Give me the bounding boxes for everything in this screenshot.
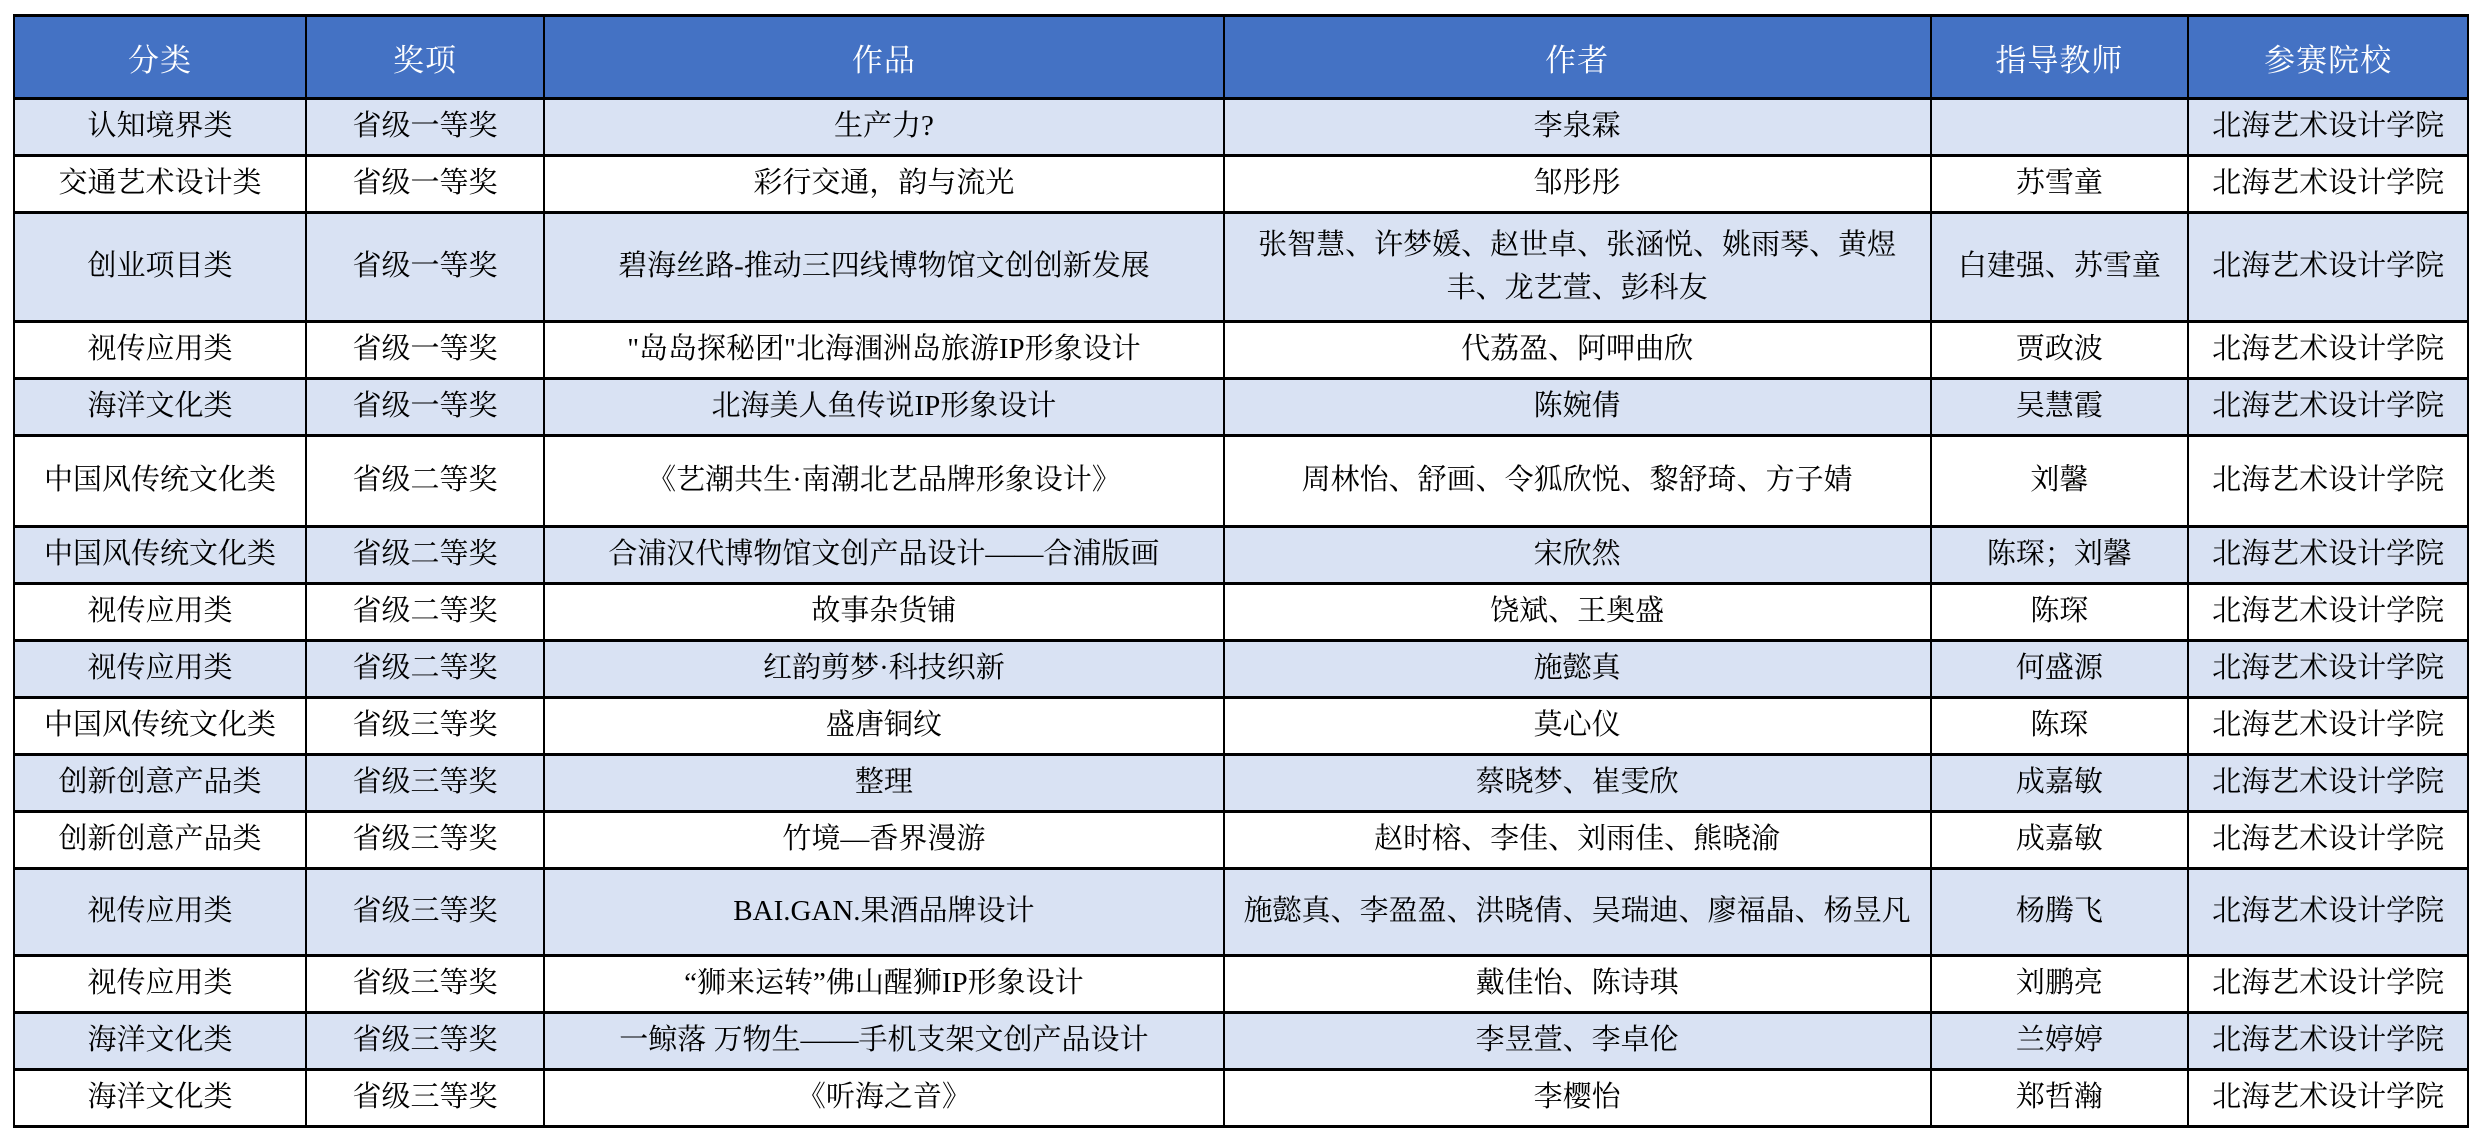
table-row (14, 869, 2468, 956)
table-cell: 交通艺术设计类 (14, 156, 306, 213)
table-cell: 北海艺术设计学院 (2188, 641, 2468, 698)
column-header: 作品 (544, 16, 1224, 99)
table-cell: 竹境—香界漫游 (544, 812, 1224, 869)
table-cell: 北海艺术设计学院 (2188, 1013, 2468, 1070)
table-cell: 杨腾飞 (1931, 869, 2189, 956)
table-cell: 海洋文化类 (14, 1013, 306, 1070)
table-cell: 北海艺术设计学院 (2188, 99, 2468, 156)
table-cell: 刘鹏亮 (1931, 956, 2189, 1013)
table-row (14, 956, 2468, 1013)
table-cell: 北海艺术设计学院 (2188, 436, 2468, 527)
table-row (14, 436, 2468, 527)
table-cell: 成嘉敏 (1931, 812, 2189, 869)
table-cell: 视传应用类 (14, 869, 306, 956)
table-cell: 陈琛 (1931, 584, 2189, 641)
column-header: 分类 (14, 16, 306, 99)
table-cell: 《艺潮共生·南潮北艺品牌形象设计》 (544, 436, 1224, 527)
table-row (14, 812, 2468, 869)
table-row (14, 755, 2468, 812)
table-cell: 李泉霖 (1224, 99, 1931, 156)
table-cell: 省级三等奖 (306, 1070, 544, 1127)
table-cell: 刘馨 (1931, 436, 2189, 527)
table-cell: 戴佳怡、陈诗琪 (1224, 956, 1931, 1013)
table-cell: 北海艺术设计学院 (2188, 1070, 2468, 1127)
table-cell: 莫心仪 (1224, 698, 1931, 755)
table-cell: 蔡晓梦、崔雯欣 (1224, 755, 1931, 812)
table-cell: 北海艺术设计学院 (2188, 869, 2468, 956)
table-cell: 吴慧霞 (1931, 379, 2189, 436)
table-cell: 中国风传统文化类 (14, 436, 306, 527)
table-cell: 创业项目类 (14, 213, 306, 322)
table-cell: 省级一等奖 (306, 213, 544, 322)
table-cell: 北海美人鱼传说IP形象设计 (544, 379, 1224, 436)
table-row (14, 641, 2468, 698)
table-cell: 成嘉敏 (1931, 755, 2189, 812)
table-cell: 中国风传统文化类 (14, 527, 306, 584)
table-cell: 生产力? (544, 99, 1224, 156)
table-cell: 中国风传统文化类 (14, 698, 306, 755)
table-cell: 省级二等奖 (306, 584, 544, 641)
table-header-row (14, 16, 2468, 99)
table-cell: 北海艺术设计学院 (2188, 956, 2468, 1013)
table-row (14, 156, 2468, 213)
table-cell (1931, 99, 2189, 156)
table-cell: 苏雪童 (1931, 156, 2189, 213)
table-row (14, 213, 2468, 322)
table-cell: 北海艺术设计学院 (2188, 322, 2468, 379)
table-row (14, 1070, 2468, 1127)
table-cell: BAI.GAN.果酒品牌设计 (544, 869, 1224, 956)
column-header: 作者 (1224, 16, 1931, 99)
table-cell: 视传应用类 (14, 322, 306, 379)
table-body (14, 99, 2468, 1127)
table-cell: 省级三等奖 (306, 956, 544, 1013)
column-header: 奖项 (306, 16, 544, 99)
table-cell: 海洋文化类 (14, 1070, 306, 1127)
table-cell: 创新创意产品类 (14, 812, 306, 869)
table-cell: 认知境界类 (14, 99, 306, 156)
table-cell: 赵时榕、李佳、刘雨佳、熊晓渝 (1224, 812, 1931, 869)
table-row (14, 527, 2468, 584)
table-cell: 视传应用类 (14, 584, 306, 641)
table-cell: 省级一等奖 (306, 379, 544, 436)
table-cell: 省级二等奖 (306, 527, 544, 584)
table-row (14, 698, 2468, 755)
table-cell: “狮来运转”佛山醒狮IP形象设计 (544, 956, 1224, 1013)
table-cell: 省级三等奖 (306, 1013, 544, 1070)
table-cell: 碧海丝路-推动三四线博物馆文创创新发展 (544, 213, 1224, 322)
table-cell: 省级二等奖 (306, 641, 544, 698)
table-cell: 省级一等奖 (306, 99, 544, 156)
table-cell: 北海艺术设计学院 (2188, 527, 2468, 584)
table-row (14, 322, 2468, 379)
table-cell: 施懿真、李盈盈、洪晓倩、吴瑞迪、廖福晶、杨昱凡 (1224, 869, 1931, 956)
table-cell: 白建强、苏雪童 (1931, 213, 2189, 322)
table-cell: 故事杂货铺 (544, 584, 1224, 641)
table-cell: 《听海之音》 (544, 1070, 1224, 1127)
table-cell: 贾政波 (1931, 322, 2189, 379)
table-cell: 周林怡、舒画、令狐欣悦、黎舒琦、方子婧 (1224, 436, 1931, 527)
table-row (14, 379, 2468, 436)
table-cell: 陈婉倩 (1224, 379, 1931, 436)
table-cell: 北海艺术设计学院 (2188, 755, 2468, 812)
table-cell: 北海艺术设计学院 (2188, 213, 2468, 322)
table-cell: "岛岛探秘团"北海涠洲岛旅游IP形象设计 (544, 322, 1224, 379)
table-cell: 省级二等奖 (306, 436, 544, 527)
table-cell: 代荔盈、阿呷曲欣 (1224, 322, 1931, 379)
table-cell: 宋欣然 (1224, 527, 1931, 584)
table-cell: 创新创意产品类 (14, 755, 306, 812)
table-cell: 饶斌、王奥盛 (1224, 584, 1931, 641)
table-cell: 何盛源 (1931, 641, 2189, 698)
table-cell: 北海艺术设计学院 (2188, 812, 2468, 869)
table-cell: 邹彤彤 (1224, 156, 1931, 213)
table-cell: 北海艺术设计学院 (2188, 584, 2468, 641)
table-cell: 施懿真 (1224, 641, 1931, 698)
table-cell: 省级三等奖 (306, 755, 544, 812)
table-cell: 整理 (544, 755, 1224, 812)
table-cell: 北海艺术设计学院 (2188, 156, 2468, 213)
table-cell: 省级三等奖 (306, 698, 544, 755)
table-cell: 张智慧、许梦媛、赵世卓、张涵悦、姚雨琴、黄煜丰、龙艺萱、彭科友 (1224, 213, 1931, 322)
table-row (14, 1013, 2468, 1070)
table-cell: 陈琛 (1931, 698, 2189, 755)
awards-table (13, 14, 2469, 1128)
table-cell: 盛唐铜纹 (544, 698, 1224, 755)
table-cell: 红韵剪梦·科技织新 (544, 641, 1224, 698)
table-cell: 视传应用类 (14, 641, 306, 698)
table-cell: 省级一等奖 (306, 156, 544, 213)
column-header: 指导教师 (1931, 16, 2189, 99)
table-cell: 省级一等奖 (306, 322, 544, 379)
table-cell: 郑哲瀚 (1931, 1070, 2189, 1127)
table-cell: 北海艺术设计学院 (2188, 698, 2468, 755)
table-cell: 视传应用类 (14, 956, 306, 1013)
table-cell: 李樱怡 (1224, 1070, 1931, 1127)
table-cell: 省级三等奖 (306, 812, 544, 869)
table-cell: 李昱萱、李卓伦 (1224, 1013, 1931, 1070)
table-cell: 海洋文化类 (14, 379, 306, 436)
table-cell: 省级三等奖 (306, 869, 544, 956)
table-cell: 北海艺术设计学院 (2188, 379, 2468, 436)
table-cell: 彩行交通，韵与流光 (544, 156, 1224, 213)
table-cell: 兰婷婷 (1931, 1013, 2189, 1070)
table-cell: 一鲸落 万物生——手机支架文创产品设计 (544, 1013, 1224, 1070)
table-row (14, 584, 2468, 641)
table-cell: 陈琛；刘馨 (1931, 527, 2189, 584)
table-row (14, 99, 2468, 156)
table-cell: 合浦汉代博物馆文创产品设计——合浦版画 (544, 527, 1224, 584)
column-header: 参赛院校 (2188, 16, 2468, 99)
